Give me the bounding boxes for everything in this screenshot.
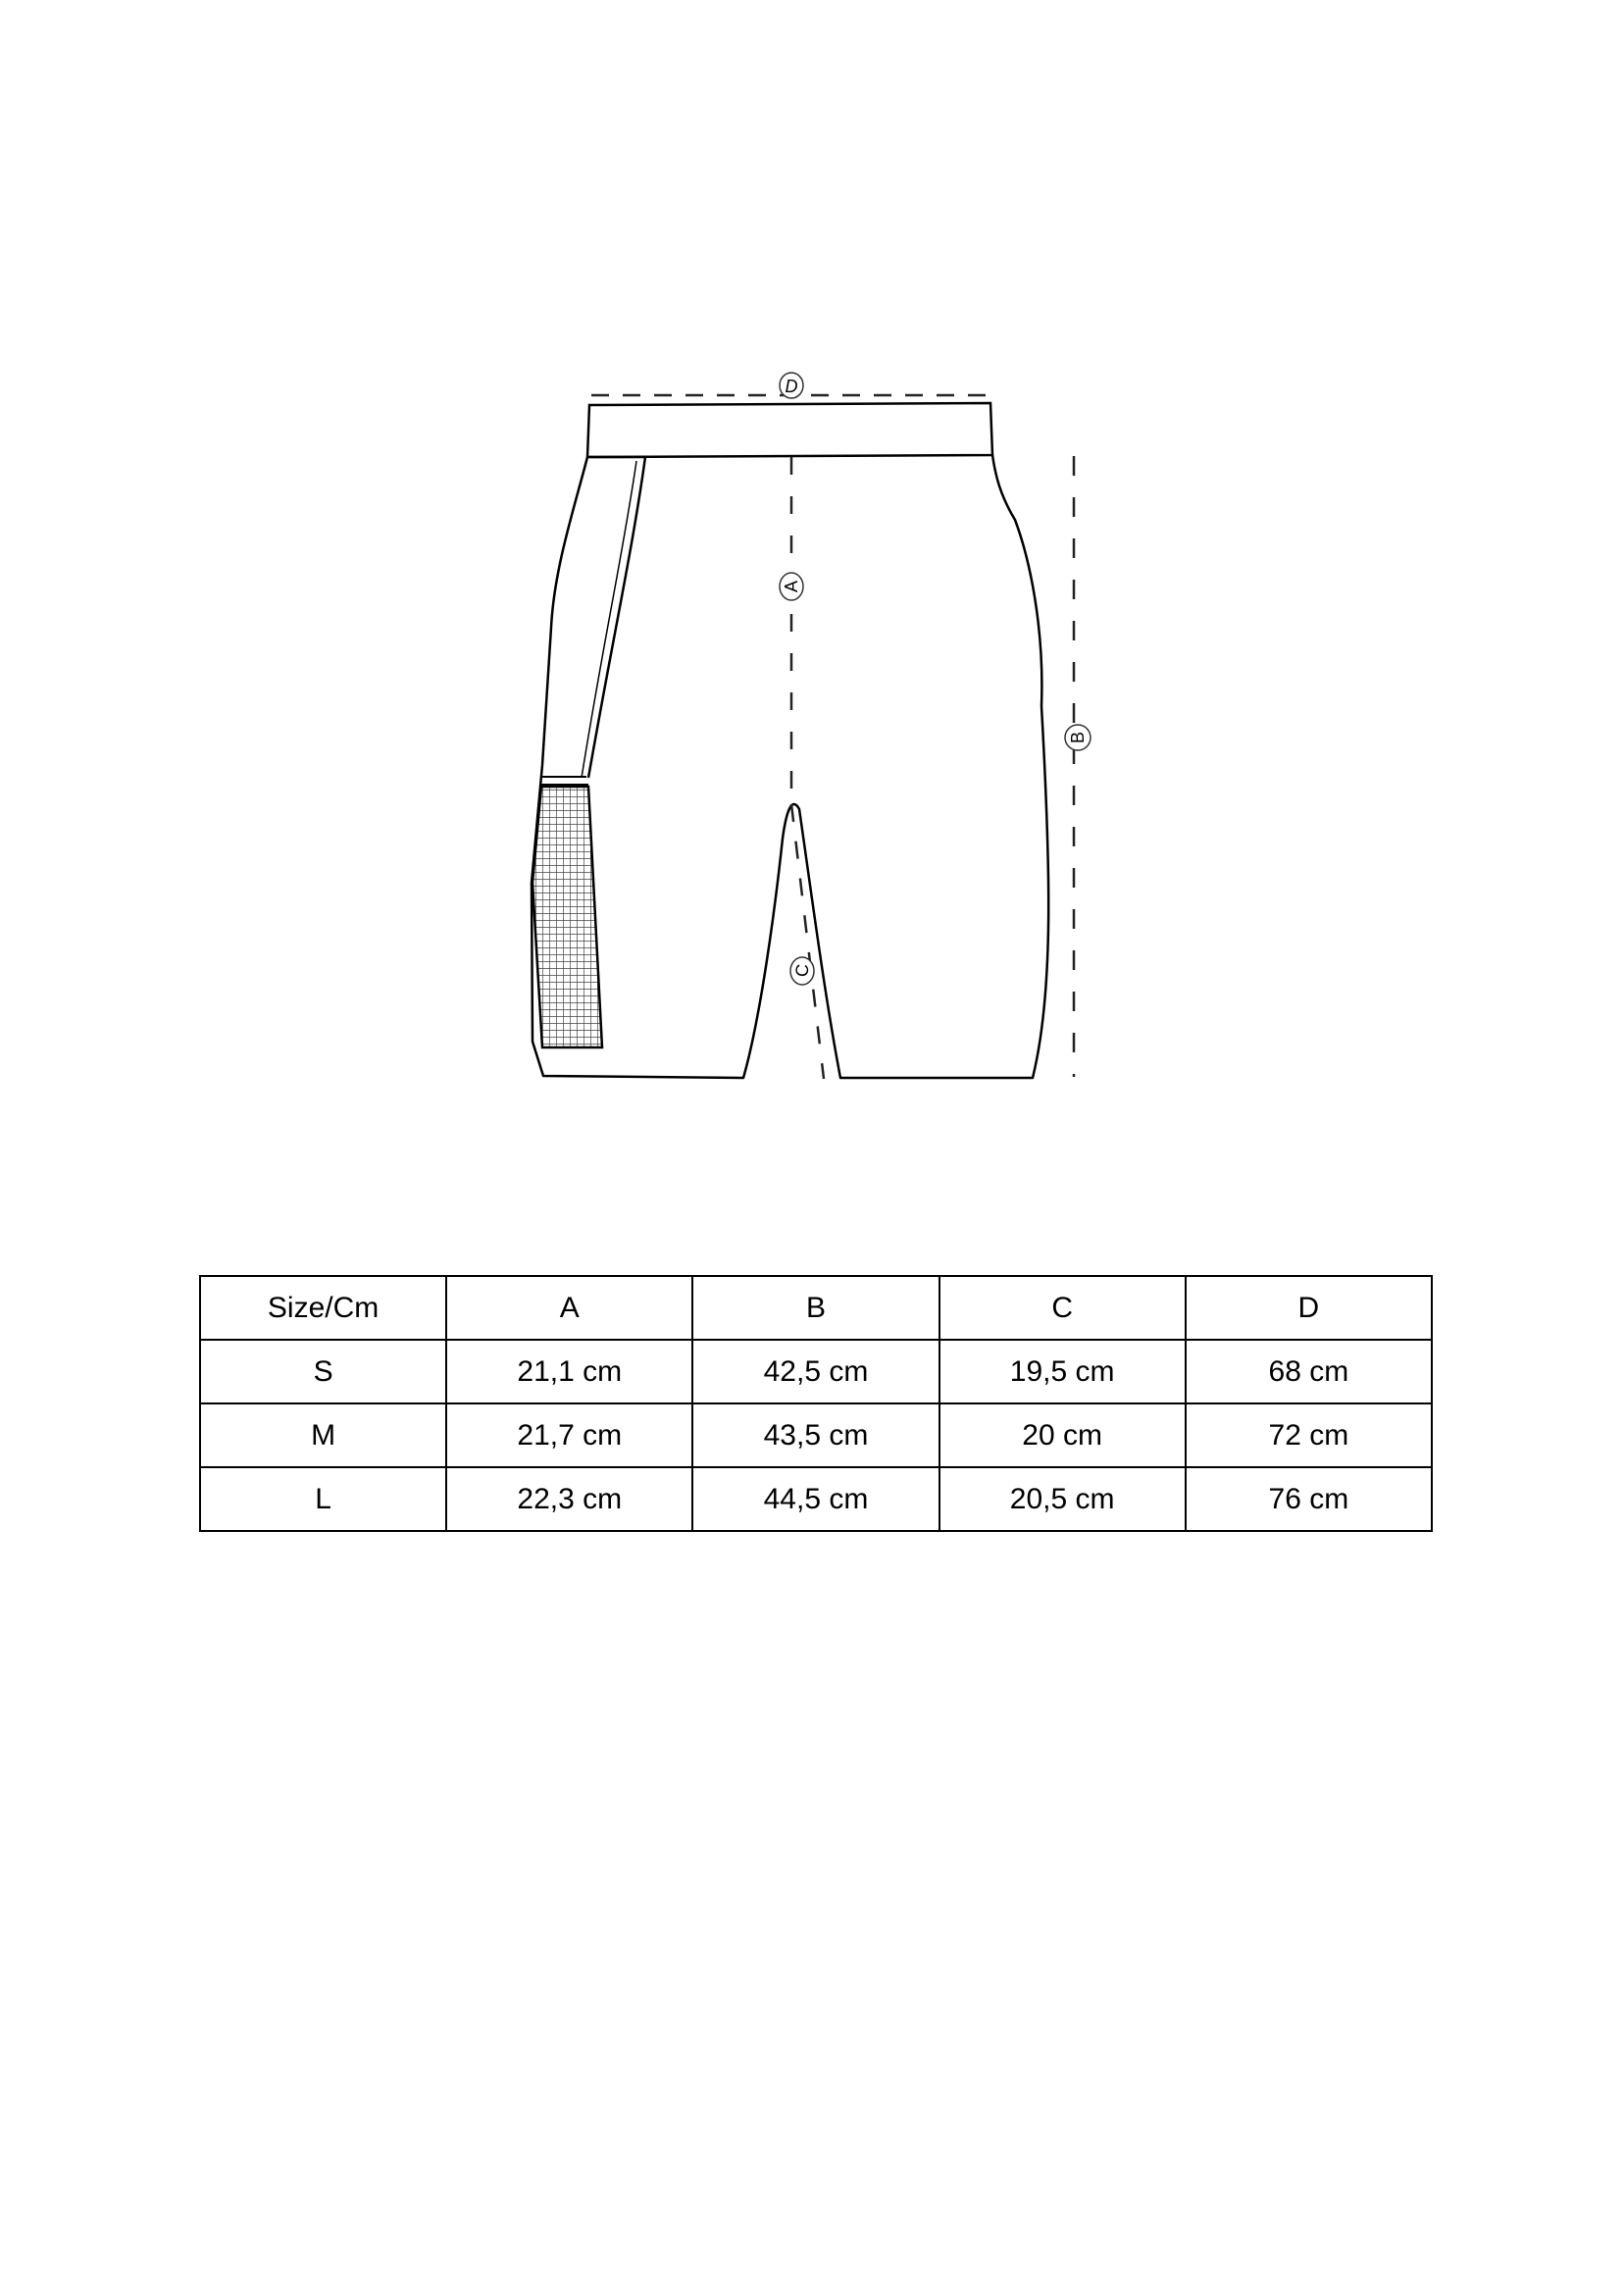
- cell-b: 42,5 cm: [692, 1340, 939, 1403]
- mesh-seam: [541, 777, 588, 785]
- side-panel-inner-line: [582, 461, 636, 778]
- table-row: [200, 1340, 1432, 1403]
- cell-d: 76 cm: [1186, 1467, 1432, 1531]
- cell-a: 21,1 cm: [446, 1340, 692, 1403]
- marker-a-label: A: [782, 580, 801, 593]
- cell-size: M: [200, 1403, 446, 1467]
- marker-b-label: B: [1068, 731, 1088, 744]
- header-a: A: [446, 1276, 692, 1340]
- header-d: D: [1186, 1276, 1432, 1340]
- table-row: [200, 1403, 1432, 1467]
- table-row: [200, 1467, 1432, 1531]
- cell-c: 20 cm: [939, 1403, 1186, 1467]
- waistband: [587, 403, 992, 457]
- cell-a: 22,3 cm: [446, 1467, 692, 1531]
- cell-a: 21,7 cm: [446, 1403, 692, 1467]
- marker-c-label: C: [791, 963, 813, 978]
- cell-b: 43,5 cm: [692, 1403, 939, 1467]
- cell-d: 68 cm: [1186, 1340, 1432, 1403]
- side-panel-stripe: [588, 457, 645, 778]
- header-c: C: [939, 1276, 1186, 1340]
- size-chart-table: [199, 1275, 1433, 1532]
- cell-c: 19,5 cm: [939, 1340, 1186, 1403]
- cell-d: 72 cm: [1186, 1403, 1432, 1467]
- cell-size: L: [200, 1467, 446, 1531]
- cell-c: 20,5 cm: [939, 1467, 1186, 1531]
- mesh-insert: [533, 787, 602, 1047]
- table-header-row: [200, 1276, 1432, 1340]
- cell-b: 44,5 cm: [692, 1467, 939, 1531]
- header-size: Size/Cm: [200, 1276, 446, 1340]
- cell-size: S: [200, 1340, 446, 1403]
- marker-d-label: D: [785, 377, 798, 396]
- shorts-measurement-diagram: [0, 0, 1624, 1138]
- header-b: B: [692, 1276, 939, 1340]
- shorts-outline: [532, 455, 1048, 1078]
